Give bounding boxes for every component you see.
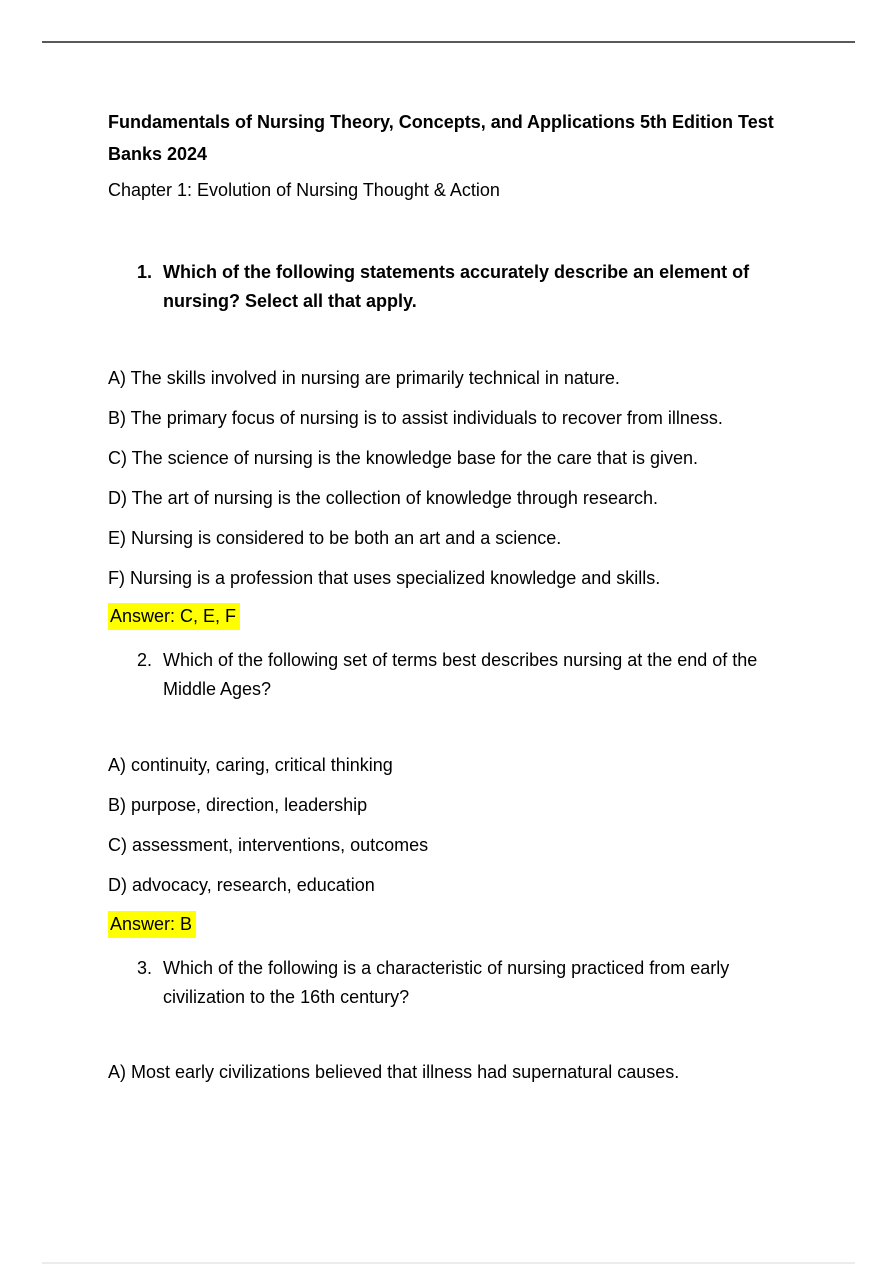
question-3-text: Which of the following is a characteristic of nursing practiced from early civilization to the 16th century? xyxy=(163,958,730,1007)
question-1-answer-highlight: Answer: C, E, F xyxy=(108,603,240,630)
question-1-text: Which of the following statements accurately describe an element of nursing? Select all that apply. xyxy=(163,262,750,311)
question-2-option-b: B) purpose, direction, leadership xyxy=(108,795,368,815)
question-3-number: 3. xyxy=(137,958,153,978)
question-1-option-b: B) The primary focus of nursing is to assist individuals to recover from illness. xyxy=(108,408,723,428)
question-1 xyxy=(137,258,827,316)
question-1-option-d: D) The art of nursing is the collection of knowledge through research. xyxy=(108,488,658,508)
page-top-rule xyxy=(42,41,855,43)
question-1-option-f: F) Nursing is a profession that uses specialized knowledge and skills. xyxy=(108,568,661,588)
question-1-answer xyxy=(108,603,240,630)
question-3-option-a: A) Most early civilizations believed that illness had supernatural causes. xyxy=(108,1062,680,1082)
question-2-answer xyxy=(108,911,196,938)
question-1-number: 1. xyxy=(137,262,153,282)
question-2-text: Which of the following set of terms best describes nursing at the end of the Middle Ages? xyxy=(163,650,758,699)
question-1-option-a: A) The skills involved in nursing are primarily technical in nature. xyxy=(108,368,620,388)
document-title xyxy=(108,106,808,170)
question-2-option-d: D) advocacy, research, education xyxy=(108,875,375,895)
question-1-option-e: E) Nursing is considered to be both an art and a science. xyxy=(108,528,562,548)
document-title-line-2: Banks 2024 xyxy=(108,144,208,164)
page-bottom-rule xyxy=(42,1262,855,1264)
question-2-option-a: A) continuity, caring, critical thinking xyxy=(108,755,393,775)
question-2 xyxy=(137,646,827,704)
document-title-line-1: Fundamentals of Nursing Theory, Concepts, and Applications 5th Edition Test xyxy=(108,112,774,132)
question-1-option-c: C) The science of nursing is the knowledge base for the care that is given. xyxy=(108,448,698,468)
question-3 xyxy=(137,954,827,1012)
question-2-number: 2. xyxy=(137,650,153,670)
question-2-answer-highlight: Answer: B xyxy=(108,911,196,938)
question-2-option-c: C) assessment, interventions, outcomes xyxy=(108,835,429,855)
chapter-heading: Chapter 1: Evolution of Nursing Thought & Action xyxy=(108,180,500,200)
